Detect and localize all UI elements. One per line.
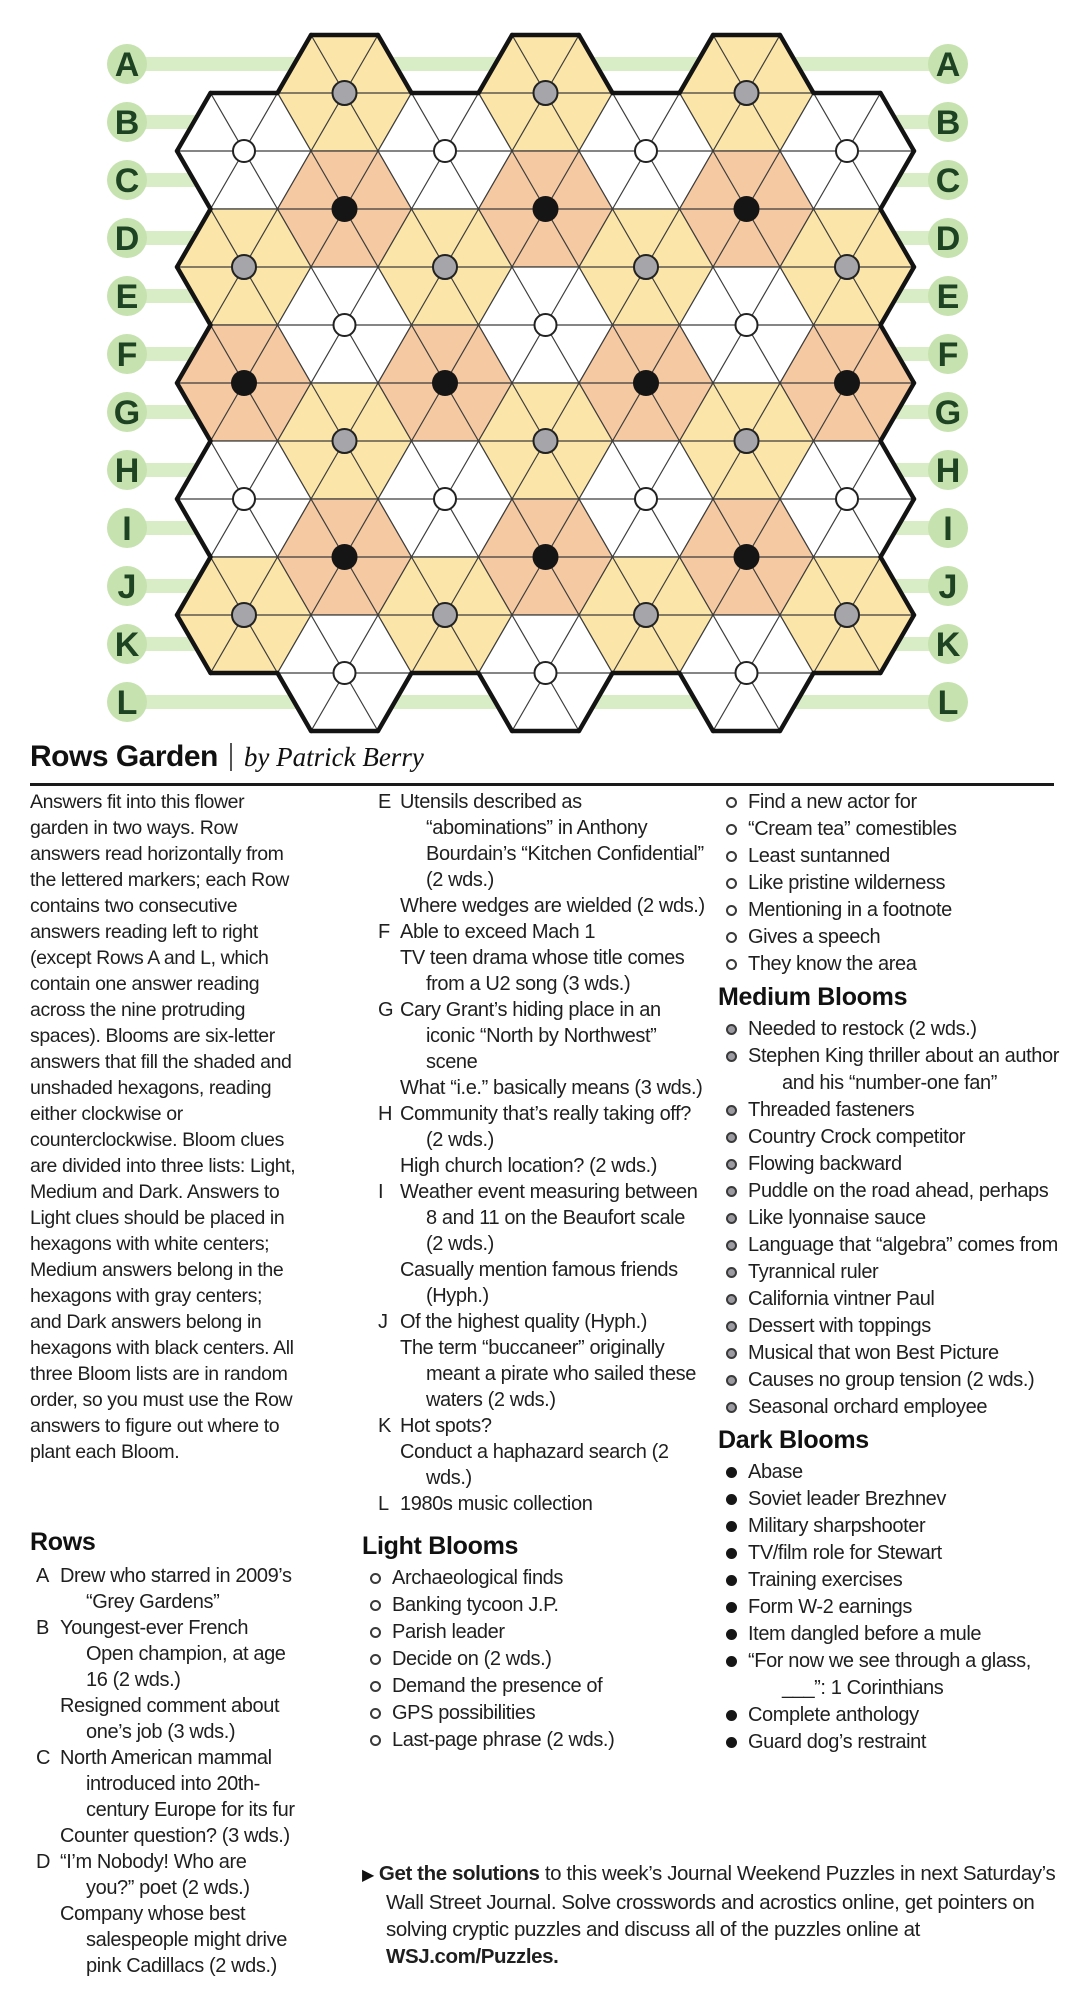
row-clue-list <box>400 1179 706 1309</box>
row-clue-text: Weather event measuring between 8 and 11 on the Beaufort scale (2 wds.) <box>400 1181 698 1255</box>
medium-blooms-heading: Medium Blooms <box>718 983 908 1011</box>
svg-text:A: A <box>935 46 961 84</box>
medium-bloom-item <box>718 1232 1063 1259</box>
bloom-clue-text: Training exercises <box>748 1569 903 1591</box>
white-dot-icon <box>726 824 737 835</box>
gray-center-dot <box>735 81 759 105</box>
black-dot-icon <box>726 1548 737 1559</box>
white-dot-icon <box>370 1573 381 1584</box>
medium-bloom-item <box>718 1178 1063 1205</box>
byline: by Patrick Berry <box>243 742 424 772</box>
black-dot-icon <box>726 1629 737 1640</box>
bloom-clue-text: Item dangled before a mule <box>748 1623 982 1645</box>
bloom-clue-text: GPS possibilities <box>392 1702 536 1724</box>
black-center-dot <box>834 370 860 396</box>
white-dot-icon <box>370 1654 381 1665</box>
bloom-clue-text: Least suntanned <box>748 845 890 867</box>
bloom-clue-text: Flowing backward <box>748 1153 902 1175</box>
dark-bloom-item <box>718 1729 1063 1756</box>
solutions-note-site: WSJ.com/Puzzles. <box>386 1945 559 1968</box>
bloom-clue-text: Causes no group tension (2 wds.) <box>748 1369 1035 1391</box>
dark-bloom-item <box>718 1648 1063 1702</box>
light-bloom-item <box>718 870 1063 897</box>
row-clue-text: Counter question? (3 wds.) <box>60 1825 290 1847</box>
medium-bloom-item <box>718 1124 1063 1151</box>
svg-text:B: B <box>935 104 961 142</box>
medium-bloom-item <box>718 1286 1063 1313</box>
svg-text:K: K <box>935 626 961 664</box>
white-center-dot <box>233 140 255 162</box>
gray-center-dot <box>835 603 859 627</box>
black-dot-icon <box>726 1467 737 1478</box>
medium-bloom-item <box>718 1043 1063 1097</box>
bloom-clue-text: Complete anthology <box>748 1704 919 1726</box>
medium-bloom-item <box>718 1259 1063 1286</box>
gray-dot-icon <box>726 1024 737 1035</box>
gray-dot-icon <box>726 1240 737 1251</box>
row-clue-text: Youngest-ever French Open champion, at age 16 (2 wds.) <box>60 1617 286 1691</box>
row-clue-list <box>60 1615 296 1745</box>
svg-text:G: G <box>113 394 141 432</box>
svg-text:A: A <box>114 46 140 84</box>
instructions-text: Answers fit into this flower garden in two ways. Row answers read horizontally from the lettered markers; each Row contains two consecutive answers reading left to right (except Rows A and L, which contain one answer reading across the nine protruding spaces). Blooms are six-letter answers that fill the shaded and unshaded hexagons, reading either clockwise or counterclockwise. Bloom clues are divided into three lists: Light, Medium and Dark. Answers to Light clues should be placed in hexagons with white centers; Medium answers belong in the hexagons with gray centers; and Dark answers belong in hexagons with black centers. All three Bloom lists are in random order, so you must use the Row answers to figure out where to plant each Bloom. <box>30 791 296 1463</box>
dark-bloom-item <box>718 1486 1063 1513</box>
white-center-dot <box>434 488 456 510</box>
medium-bloom-item <box>718 1097 1063 1124</box>
white-center-dot <box>635 488 657 510</box>
row-clue-text: Resigned comment about one’s job (3 wds.) <box>60 1695 280 1743</box>
white-center-dot <box>736 662 758 684</box>
gray-center-dot <box>534 429 558 453</box>
row-clue-group <box>30 1849 296 1979</box>
light-bloom-item <box>718 843 1063 870</box>
column-left <box>30 789 296 1989</box>
medium-blooms-list <box>718 1016 1063 1421</box>
gray-center-dot <box>433 255 457 279</box>
gray-dot-icon <box>726 1132 737 1143</box>
svg-text:E: E <box>115 278 139 316</box>
row-clue-text: Able to exceed Mach 1 <box>400 921 596 943</box>
row-clue-group <box>30 1745 296 1849</box>
bloom-clue-text: Mentioning in a footnote <box>748 899 952 921</box>
light-bloom-item <box>718 816 1063 843</box>
black-center-dot <box>633 370 659 396</box>
gray-center-dot <box>835 255 859 279</box>
svg-text:D: D <box>114 220 140 258</box>
light-blooms-list-1 <box>362 1565 706 1754</box>
row-clue-group <box>30 1563 296 1615</box>
row-clue-list <box>60 1849 296 1979</box>
gray-dot-icon <box>726 1213 737 1224</box>
svg-text:H: H <box>114 452 140 490</box>
gray-dot-icon <box>726 1267 737 1278</box>
svg-text:L: L <box>937 684 959 722</box>
bloom-clue-text: Banking tycoon J.P. <box>392 1594 559 1616</box>
white-center-dot <box>836 488 858 510</box>
row-clue-letter: J <box>378 1311 388 1333</box>
svg-text:C: C <box>114 162 140 200</box>
white-center-dot <box>736 314 758 336</box>
svg-text:J: J <box>117 568 137 606</box>
gray-center-dot <box>534 81 558 105</box>
gray-center-dot <box>634 255 658 279</box>
rows-clues-e-l <box>362 789 706 1517</box>
row-clue-letter: B <box>36 1617 49 1639</box>
light-blooms-list-2 <box>718 789 1063 978</box>
bloom-clue-text: They know the area <box>748 953 917 975</box>
bloom-clue-text: Soviet leader Brezhnev <box>748 1488 946 1510</box>
row-clue-list <box>400 789 706 919</box>
row-clue-group <box>362 1413 706 1491</box>
row-clue-letter: H <box>378 1103 393 1125</box>
light-blooms-section <box>362 1533 706 1754</box>
row-clue-text: The term “buccaneer” originally meant a pirate who sailed these waters (2 wds.) <box>400 1337 696 1411</box>
light-bloom-item <box>362 1619 706 1646</box>
row-clue-list <box>400 997 706 1101</box>
gray-dot-icon <box>726 1321 737 1332</box>
medium-bloom-item <box>718 1340 1063 1367</box>
bloom-clue-text: Dessert with toppings <box>748 1315 931 1337</box>
bloom-clue-text: Guard dog’s restraint <box>748 1731 926 1753</box>
svg-text:E: E <box>936 278 960 316</box>
solutions-note-text: to this week’s Journal Weekend Puzzles in next Saturday’s Wall Street Journal. Solve crosswords and acrostics online, get pointers on solving cryptic puzzles and discuss all of the puzzles online at <box>386 1862 1056 1941</box>
row-clue-text: Of the highest quality (Hyph.) <box>400 1311 648 1333</box>
light-bloom-item <box>362 1565 706 1592</box>
svg-text:L: L <box>116 684 138 722</box>
light-bloom-item <box>718 789 1063 816</box>
white-center-dot <box>535 662 557 684</box>
dark-blooms-heading: Dark Blooms <box>718 1426 869 1454</box>
rows-section <box>30 1529 296 1979</box>
row-clue-text: High church location? (2 wds.) <box>400 1155 658 1177</box>
medium-bloom-item <box>718 1394 1063 1421</box>
bloom-clue-text: Decide on (2 wds.) <box>392 1648 552 1670</box>
black-dot-icon <box>726 1494 737 1505</box>
white-center-dot <box>635 140 657 162</box>
bloom-clue-text: Last-page phrase (2 wds.) <box>392 1729 615 1751</box>
bloom-clue-text: Form W-2 earnings <box>748 1596 912 1618</box>
gray-center-dot <box>333 81 357 105</box>
row-clue-text: TV teen drama whose title comes from a U2 song (3 wds.) <box>400 947 685 995</box>
medium-bloom-item <box>718 1151 1063 1178</box>
svg-text:J: J <box>938 568 958 606</box>
row-clue-letter: E <box>378 791 391 813</box>
row-clue-text: North American mammal introduced into 20th-century Europe for its fur <box>60 1747 295 1821</box>
bloom-clue-text: Puddle on the road ahead, perhaps <box>748 1180 1049 1202</box>
gray-dot-icon <box>726 1105 737 1116</box>
title-row <box>30 740 1054 786</box>
row-clue-text: Community that’s really taking off? (2 wds.) <box>400 1103 691 1151</box>
row-clue-group <box>362 1101 706 1179</box>
light-bloom-item <box>362 1700 706 1727</box>
svg-text:F: F <box>116 336 138 374</box>
gray-dot-icon <box>726 1375 737 1386</box>
row-clue-group <box>362 919 706 997</box>
dark-blooms-list <box>718 1459 1063 1756</box>
bloom-clue-text: Stephen King thriller about an author and his “number-one fan” <box>748 1045 1059 1094</box>
row-clue-letter: D <box>36 1851 51 1873</box>
white-dot-icon <box>370 1600 381 1611</box>
gray-center-dot <box>232 255 256 279</box>
medium-bloom-item <box>718 1016 1063 1043</box>
row-clue-text: Conduct a haphazard search (2 wds.) <box>400 1441 669 1489</box>
gray-center-dot <box>634 603 658 627</box>
row-clue-text: Company whose best salespeople might drive pink Cadillacs (2 wds.) <box>60 1903 287 1977</box>
solutions-note <box>362 1860 1084 1970</box>
black-dot-icon <box>726 1656 737 1667</box>
bloom-clue-text: “For now we see through a glass, ___”: 1 Corinthians <box>748 1650 1031 1699</box>
solutions-note-bold: Get the solutions <box>378 1862 540 1885</box>
light-bloom-item <box>718 924 1063 951</box>
row-clue-list <box>400 1309 706 1413</box>
row-clue-list <box>400 919 706 997</box>
gray-dot-icon <box>726 1051 737 1062</box>
row-clue-group <box>362 1179 706 1309</box>
medium-bloom-item <box>718 1367 1063 1394</box>
row-clue-letter: A <box>36 1565 49 1587</box>
grid-hexagons <box>177 35 914 731</box>
row-clue-text: Utensils described as “abominations” in Anthony Bourdain’s “Kitchen Confidential” (2 wds.) <box>400 791 704 891</box>
light-blooms-heading: Light Blooms <box>362 1532 519 1560</box>
row-clue-list <box>400 1491 706 1517</box>
row-clue-list <box>400 1413 706 1491</box>
row-clue-group <box>362 789 706 919</box>
rows-heading: Rows <box>30 1528 96 1556</box>
black-dot-icon <box>726 1737 737 1748</box>
row-clue-group <box>362 1309 706 1413</box>
dark-bloom-item <box>718 1702 1063 1729</box>
row-clue-letter: K <box>378 1415 391 1437</box>
white-dot-icon <box>726 797 737 808</box>
bloom-clue-text: Musical that won Best Picture <box>748 1342 999 1364</box>
title-divider <box>230 743 232 771</box>
column-right <box>718 789 1063 1756</box>
svg-text:F: F <box>937 336 959 374</box>
medium-bloom-item <box>718 1205 1063 1232</box>
dark-bloom-item <box>718 1459 1063 1486</box>
white-center-dot <box>434 140 456 162</box>
bloom-clue-text: Like pristine wilderness <box>748 872 946 894</box>
white-dot-icon <box>726 851 737 862</box>
gray-dot-icon <box>726 1186 737 1197</box>
gray-dot-icon <box>726 1402 737 1413</box>
bloom-clue-text: Military sharpshooter <box>748 1515 926 1537</box>
svg-text:I: I <box>943 510 953 548</box>
row-clue-list <box>400 1101 706 1179</box>
bloom-clue-text: Language that “algebra” comes from <box>748 1234 1058 1256</box>
white-dot-icon <box>726 905 737 916</box>
black-center-dot <box>734 196 760 222</box>
white-dot-icon <box>726 932 737 943</box>
row-clue-group <box>362 997 706 1101</box>
row-clue-letter: G <box>378 999 394 1021</box>
row-clue-text: Cary Grant’s hiding place in an iconic “North by Northwest” scene <box>400 999 661 1073</box>
bloom-clue-text: Needed to restock (2 wds.) <box>748 1018 977 1040</box>
dark-bloom-item <box>718 1513 1063 1540</box>
row-clue-text: Drew who starred in 2009’s “Grey Gardens” <box>60 1565 292 1613</box>
gray-center-dot <box>232 603 256 627</box>
bloom-clue-text: Abase <box>748 1461 803 1483</box>
bloom-clue-text: Archaeological finds <box>392 1567 563 1589</box>
bloom-clue-text: “Cream tea” comestibles <box>748 818 957 840</box>
dark-bloom-item <box>718 1540 1063 1567</box>
row-clue-text: Casually mention famous friends (Hyph.) <box>400 1259 678 1307</box>
svg-text:B: B <box>114 104 140 142</box>
svg-text:H: H <box>935 452 961 490</box>
black-center-dot <box>332 196 358 222</box>
black-center-dot <box>432 370 458 396</box>
light-bloom-item <box>718 951 1063 978</box>
light-bloom-item <box>362 1592 706 1619</box>
white-dot-icon <box>370 1627 381 1638</box>
white-center-dot <box>334 662 356 684</box>
bloom-clue-text: Tyrannical ruler <box>748 1261 879 1283</box>
white-center-dot <box>836 140 858 162</box>
row-clue-letter: F <box>378 921 390 943</box>
white-dot-icon <box>370 1681 381 1692</box>
bloom-clue-text: TV/film role for Stewart <box>748 1542 942 1564</box>
gray-center-dot <box>735 429 759 453</box>
gray-dot-icon <box>726 1294 737 1305</box>
page-title: Rows Garden <box>30 740 218 773</box>
row-clue-group <box>30 1615 296 1745</box>
bloom-clue-text: Threaded fasteners <box>748 1099 915 1121</box>
white-center-dot <box>535 314 557 336</box>
gray-center-dot <box>333 429 357 453</box>
bloom-clue-text: Demand the presence of <box>392 1675 603 1697</box>
black-center-dot <box>231 370 257 396</box>
black-dot-icon <box>726 1521 737 1532</box>
bloom-clue-text: Parish leader <box>392 1621 505 1643</box>
dark-bloom-item <box>718 1594 1063 1621</box>
gray-center-dot <box>433 603 457 627</box>
row-clue-list <box>60 1745 296 1849</box>
white-dot-icon <box>726 959 737 970</box>
light-bloom-item <box>362 1727 706 1754</box>
dark-bloom-item <box>718 1567 1063 1594</box>
arrow-icon: ▶ <box>362 1867 374 1884</box>
svg-text:I: I <box>122 510 132 548</box>
row-clue-letter: L <box>378 1493 389 1515</box>
row-clue-letter: I <box>378 1181 384 1203</box>
white-center-dot <box>334 314 356 336</box>
gray-dot-icon <box>726 1348 737 1359</box>
bloom-clue-text: California vintner Paul <box>748 1288 935 1310</box>
row-clue-group <box>362 1491 706 1517</box>
bloom-clue-text: Seasonal orchard employee <box>748 1396 988 1418</box>
dark-bloom-item <box>718 1621 1063 1648</box>
black-center-dot <box>332 544 358 570</box>
row-clue-text: “I’m Nobody! Who are you?” poet (2 wds.) <box>60 1851 250 1899</box>
row-clue-text: Where wedges are wielded (2 wds.) <box>400 895 705 917</box>
row-clue-list <box>60 1563 296 1615</box>
white-dot-icon <box>370 1735 381 1746</box>
gray-dot-icon <box>726 1159 737 1170</box>
black-dot-icon <box>726 1575 737 1586</box>
light-bloom-item <box>362 1646 706 1673</box>
light-bloom-item <box>718 897 1063 924</box>
svg-text:K: K <box>114 626 140 664</box>
bloom-clue-text: Like lyonnaise sauce <box>748 1207 926 1229</box>
black-dot-icon <box>726 1710 737 1721</box>
row-clue-text: Hot spots? <box>400 1415 492 1437</box>
rows-clues-a-d <box>30 1563 296 1979</box>
black-center-dot <box>734 544 760 570</box>
white-center-dot <box>233 488 255 510</box>
row-clue-text: 1980s music collection <box>400 1493 593 1515</box>
black-center-dot <box>533 196 559 222</box>
svg-text:D: D <box>935 220 961 258</box>
column-middle <box>362 789 706 1754</box>
white-dot-icon <box>726 878 737 889</box>
bloom-clue-text: Gives a speech <box>748 926 881 948</box>
medium-bloom-item <box>718 1313 1063 1340</box>
svg-text:C: C <box>935 162 961 200</box>
rows-garden-grid <box>0 0 1084 758</box>
light-bloom-item <box>362 1673 706 1700</box>
black-center-dot <box>533 544 559 570</box>
bloom-clue-text: Country Crock competitor <box>748 1126 966 1148</box>
white-dot-icon <box>370 1708 381 1719</box>
svg-text:G: G <box>934 394 962 432</box>
black-dot-icon <box>726 1602 737 1613</box>
bloom-clue-text: Find a new actor for <box>748 791 917 813</box>
row-clue-letter: C <box>36 1747 51 1769</box>
row-clue-text: What “i.e.” basically means (3 wds.) <box>400 1077 703 1099</box>
